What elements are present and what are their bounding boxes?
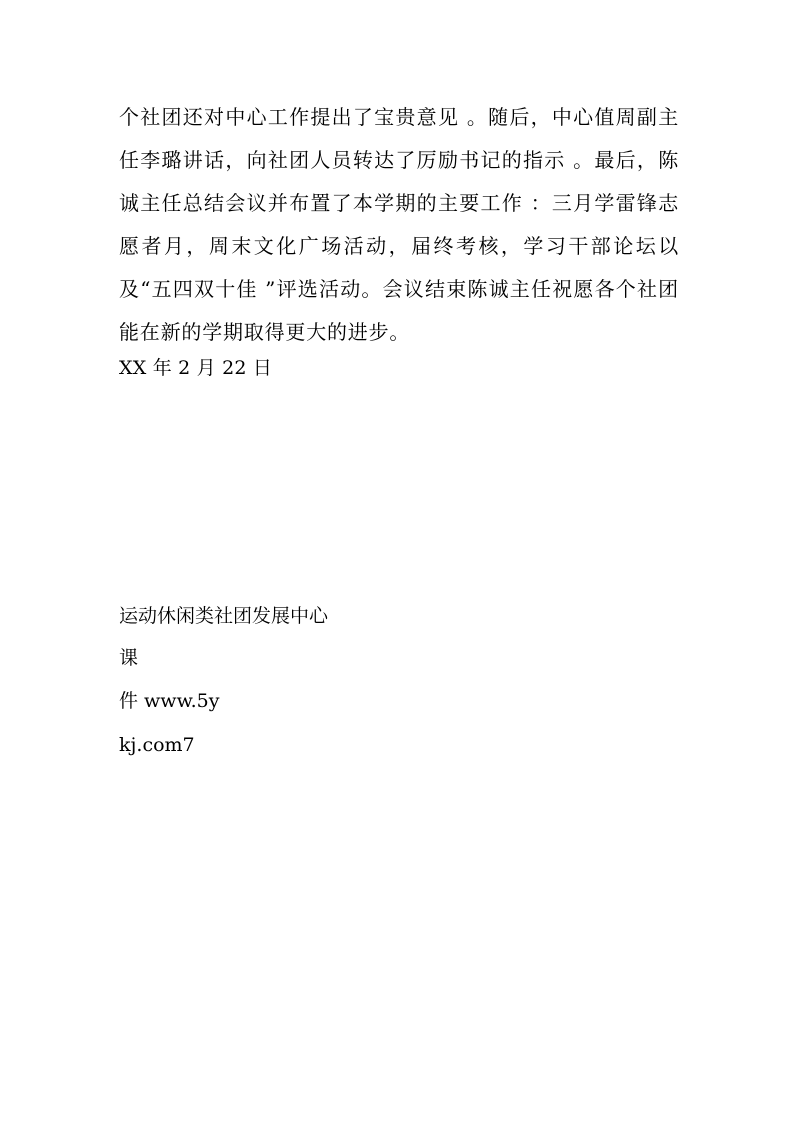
body-paragraph: 个社团还对中心工作提出了宝贵意见 。随后，中心值周副主任李璐讲话，向社团人员转达了厉励书记的指示 。最后，陈诚主任总结会议并布置了本学期的主要工作 ：三月学雷锋志愿者月，周末文化广场活动，届终考核，学习干部论坛以及“五四双十佳 ”评选活动。会议结束陈诚主任祝愿各个社团能在新的学期取得更大的进步。 <box>119 105 679 344</box>
organization-name: 运动休闲类社团发展中心 <box>119 605 329 627</box>
footer-line-4: kj.com7 <box>119 734 195 756</box>
date-line: XX 年 2 月 22 日 <box>119 357 273 379</box>
footer-line-2: 课 <box>119 647 139 669</box>
footer-line-3: 件 www.5y <box>119 690 220 712</box>
